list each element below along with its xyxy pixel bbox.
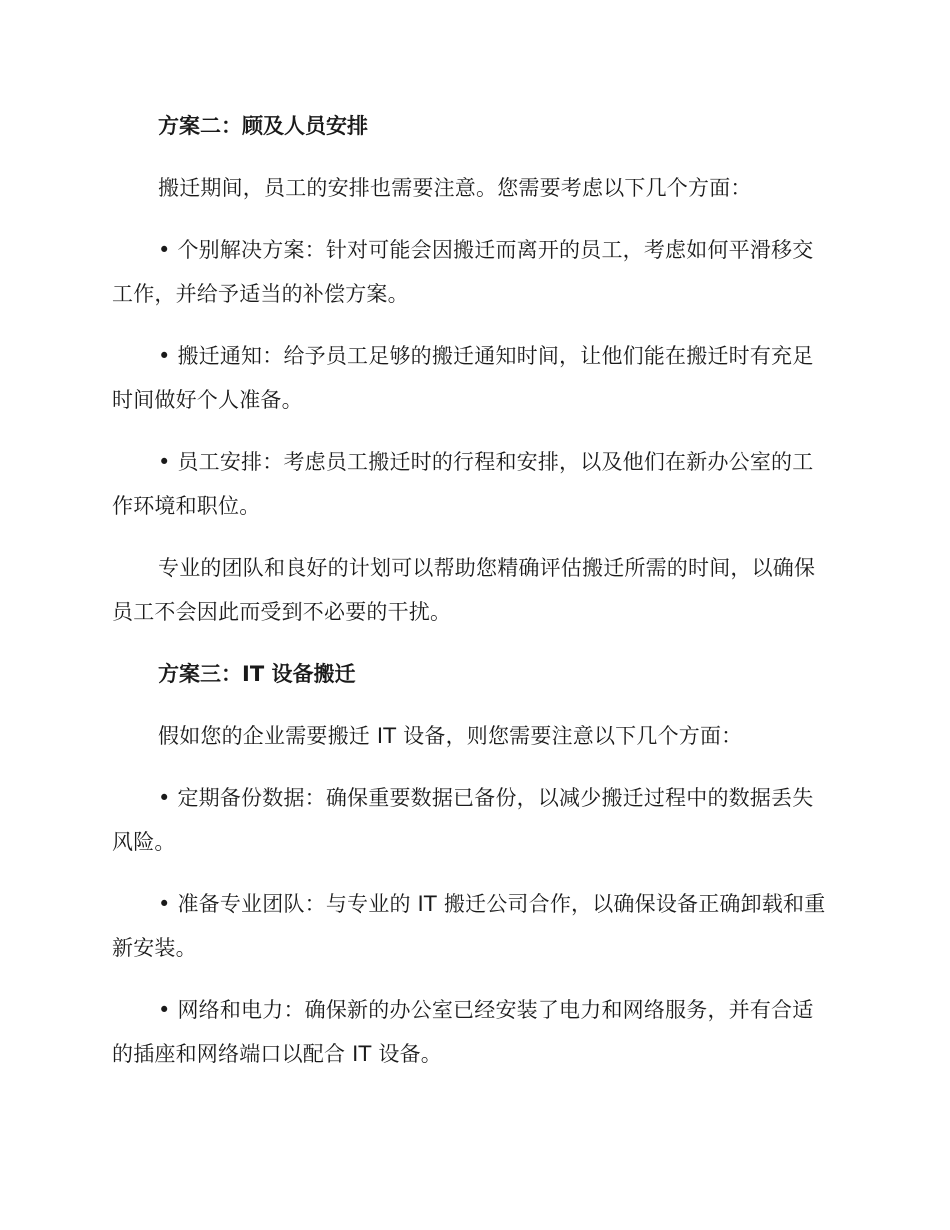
bullet-employee-arrangement: • 员工安排：考虑员工搬迁时的行程和安排，以及他们在新办公室的工作环境和职位。 [112,450,814,518]
bullet-relocation-notice: • 搬迁通知：给予员工足够的搬迁通知时间，让他们能在搬迁时有充足时间做好个人准备。 [112,344,814,412]
bullet-network-power: • 网络和电力：确保新的办公室已经安装了电力和网络服务，并有合适的插座和网络端口以配合 IT 设备。 [112,998,814,1066]
document-page [112,104,832,1094]
bullet-data-backup: • 定期备份数据：确保重要数据已备份，以减少搬迁过程中的数据丢失风险。 [112,786,814,854]
bullet-professional-team: • 准备专业团队：与专业的 IT 搬迁公司合作，以确保设备正确卸载和重新安装。 [112,892,826,960]
section-conclusion-personnel: 专业的团队和良好的计划可以帮助您精确评估搬迁所需的时间，以确保员工不会因此而受到不必要的干扰。 [112,556,816,624]
section-intro-it-equipment: 假如您的企业需要搬迁 IT 设备，则您需要注意以下几个方面： [158,724,743,748]
bullet-individual-solution: • 个别解决方案：针对可能会因搬迁而离开的员工，考虑如何平滑移交工作，并给予适当的补偿方案。 [112,238,814,306]
section-intro-personnel: 搬迁期间，员工的安排也需要注意。您需要考虑以下几个方面： [158,176,752,200]
section-heading-it-equipment: 方案三：IT 设备搬迁 [158,662,356,686]
section-heading-personnel: 方案二：顾及人员安排 [158,114,368,138]
